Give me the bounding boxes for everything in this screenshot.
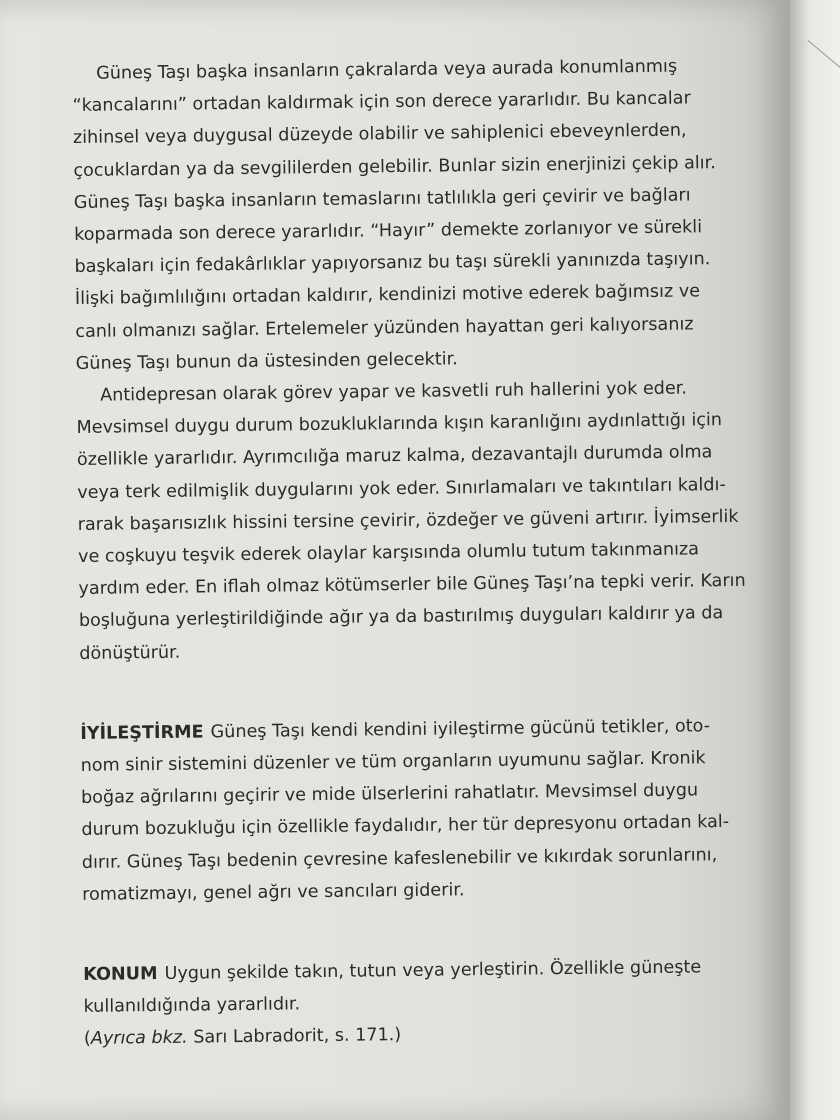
text-line: koparmada son derece yararlıdır. “Hayır” demekte zorlanıyor ve sürekli	[74, 217, 703, 246]
text-line: dırır. Güneş Taşı bedenin çevresine kafeslenebilir ve kıkırdak sorunlarını,	[81, 844, 718, 873]
text-line: başkaları için fedakârlıklar yapıyorsanız bu taşı sürekli yanınızda taşıyın.	[74, 249, 711, 278]
text-line: Güneş Taşı başka insanların temaslarını tatlılıkla geri çevirir ve bağları	[73, 185, 691, 213]
position-first-line: Uygun şekilde takın, tutun veya yerleştirin. Özellikle güneşte	[164, 957, 702, 985]
paragraph-antidepressant	[76, 372, 747, 670]
healing-first-line: Güneş Taşı kendi kendini iyileştirme gücünü tetikler, oto-	[210, 716, 711, 743]
text-line: çocuklardan ya da sevgililerden gelebilir. Bunlar sizin enerjinizi çekip alır.	[73, 152, 716, 181]
text-line: nom sinir sistemini düzenler ve tüm organların uyumunu sağlar. Kronik	[80, 748, 706, 777]
text-line: boğaz ağrılarını geçirir ve mide ülserlerini rahatlatır. Mevsimsel duygu	[80, 780, 699, 809]
adjacent-page-edge	[790, 0, 840, 1120]
text-line: durum bozukluğu için özellikle faydalıdır, her tür depresyonu ortadan kal-	[81, 812, 730, 841]
text-line: Güneş Taşı başka insanların çakralarda veya aurada konumlanmış	[96, 56, 678, 84]
text-line: yardım eder. En iflah olmaz kötümserler bile Güneş Taşı’na tepki verir. Karın	[78, 571, 746, 600]
page-text	[72, 50, 752, 1056]
see-also-label: Ayrıca bkz.	[90, 1028, 188, 1050]
cross-reference: ( Ayrıca bkz. Sarı Labradorit, s. 171.)	[84, 1015, 752, 1055]
text-line: rarak başarısızlık hissini tersine çevirir, özdeğer ve güveni artırır. İyimserlik	[77, 506, 739, 535]
text-line: kullanıldığında yararlıdır.	[83, 994, 301, 1018]
text-line: İlişki bağımlılığını ortadan kaldırır, kendinizi motive ederek bağımsız ve	[74, 281, 701, 310]
section-healing	[80, 710, 750, 911]
text-line: Antidepresan olarak görev yapar ve kasvetli ruh hallerini yok eder.	[100, 378, 688, 406]
section-heading-position: KONUM	[83, 964, 158, 986]
section-heading-healing: İYİLEŞTİRME	[80, 722, 204, 744]
text-line: dönüştürür.	[79, 642, 181, 664]
text-line: canlı olmanızı sağlar. Ertelemeler yüzünden hayattan geri kalıyorsanız	[75, 314, 694, 342]
text-line: veya terk edilmişlik duygularını yok eder. Sınırlamaları ve takıntıları kaldı-	[77, 474, 726, 503]
text-line: “kancalarını” ortadan kaldırmak için son derece yararlıdır. Bu kancalar	[72, 88, 691, 117]
paragraph-aura-hooks	[72, 50, 744, 380]
text-line: boşluğuna yerleştirildiğinde ağır ya da bastırılmış duyguları kaldırır ya da	[78, 603, 724, 632]
text-line: Güneş Taşı bunun da üstesinden gelecektir.	[75, 349, 458, 374]
text-line: zihinsel veya duygusal düzeyde olabilir ve sahiplenici ebeveynlerden,	[72, 120, 687, 149]
text-line: Mevsimsel duygu durum bozukluklarında kışın karanlığını aydınlattığı için	[76, 410, 723, 439]
section-position	[83, 951, 752, 1056]
text-line: özellikle yararlıdır. Ayrımcılığa maruz kalma, dezavantajlı durumda olma	[76, 442, 713, 471]
text-line: romatizmayı, genel ağrı ve sancıları giderir.	[82, 880, 465, 905]
text-line: ve coşkuyu teşvik ederek olaylar karşısında olumlu tutum takınmanıza	[77, 539, 700, 568]
